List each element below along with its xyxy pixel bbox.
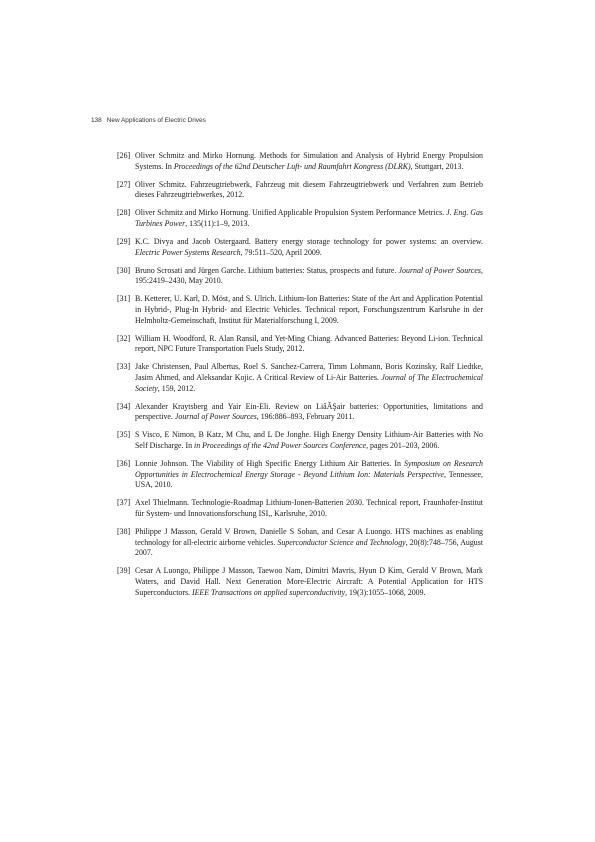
- reference-text: [135, 527, 483, 559]
- reference-list: [117, 151, 483, 606]
- reference-venue: Journal of The Electrochemical Society: [135, 373, 483, 393]
- reference-segment: William H. Woodford, R. Alan Ransil, and Yet-Ming Chiang. Advanced Batteries: Beyond Li-ion. Technical report, NPC Future Transportation Fuels Study, 2012.: [135, 333, 483, 354]
- reference-entry: [117, 459, 483, 491]
- reference-venue: in Proceedings of the 42nd Power Sources Conference: [194, 440, 367, 450]
- reference-text: [135, 208, 483, 229]
- reference-number: [30]: [117, 265, 131, 275]
- reference-entry: [117, 566, 483, 598]
- reference-number: [35]: [117, 430, 131, 440]
- reference-entry: [117, 430, 483, 451]
- reference-entry: [117, 334, 483, 355]
- reference-segment: Lonnie Johnson. The Viability of High Specific Energy Lithium Air Batteries. In: [135, 459, 405, 469]
- reference-entry: [117, 208, 483, 229]
- reference-segment: Oliver Schmitz and Mirko Hornung. Methods for Simulation and Analysis of Hybrid Energy Propulsion Systems. In: [135, 151, 483, 171]
- reference-venue: Electric Power Systems Research: [135, 247, 241, 257]
- reference-text: [135, 430, 483, 451]
- reference-text: [135, 362, 483, 394]
- reference-segment: , 79:511–520, April 2009.: [240, 247, 322, 257]
- reference-number: [37]: [117, 498, 131, 508]
- reference-number: [31]: [117, 294, 131, 304]
- reference-segment: Philippe J Masson, Gerald V Brown, Danielle S Soban, and Cesar A Luongo. HTS machines as enabling technology for all-electric airborne vehicles.: [135, 527, 483, 547]
- reference-segment: , Stuttgart, 2013.: [410, 161, 464, 171]
- reference-venue: Journal of Power Sources: [398, 265, 481, 275]
- reference-segment: , pages 201–203, 2006.: [366, 440, 440, 450]
- reference-number: [34]: [117, 401, 131, 411]
- reference-segment: Jake Christensen, Paul Albertus, Roel S. Sanchez-Carrera, Timm Lohmann, Boris Kozinsky, Ralf Liedtke, Jasim Ahmed, and Aleksandar Kojic. A Critical Review of Li-Air Batteries.: [135, 362, 483, 382]
- reference-entry: [117, 266, 483, 287]
- reference-entry: [117, 237, 483, 258]
- reference-segment: Oliver Schmitz. Fahrzeugtriebwerk, Fahrzeug mit diesem Fahrzeugtriebwerk und Verfahren zum Betrieb dieses Fahrzeugtriebwerkes, 2012.: [135, 179, 483, 200]
- reference-segment: , 195:2419–2430, May 2010.: [135, 265, 483, 286]
- reference-entry: [117, 527, 483, 559]
- reference-segment: , 196:886–893, February 2011.: [256, 412, 355, 422]
- reference-text: [135, 402, 483, 423]
- reference-entry: [117, 498, 483, 519]
- reference-venue: Symposium on Research Opportunities in Electrochemical Energy Storage - Beyond Lithium Ion: Materials Perspective: [135, 459, 483, 479]
- reference-number: [38]: [117, 527, 131, 537]
- reference-text: [135, 566, 483, 598]
- reference-number: [26]: [117, 151, 131, 160]
- reference-segment: B. Ketterer, U. Karl, D. Möst, and S. Ulrich. Lithium-Ion Batteries: State of the Art and Application Potential in Hybrid-, Plug-In Hybrid- and Electric Vehicles. Technical report, Forschungszentrum Karlsruhe in der Helmholtz-Gemeinschaft, Institut für Materialforschung I, 2009.: [135, 294, 483, 325]
- reference-entry: [117, 362, 483, 394]
- reference-text: [135, 334, 483, 355]
- reference-segment: , 19(3):1055–1068, 2009.: [345, 587, 426, 597]
- reference-text: [135, 294, 483, 326]
- reference-number: [39]: [117, 566, 131, 576]
- reference-text: [135, 237, 483, 258]
- reference-number: [33]: [117, 362, 131, 372]
- reference-number: [36]: [117, 459, 131, 469]
- reference-entry: [117, 180, 483, 201]
- reference-entry: [117, 402, 483, 423]
- running-header: [91, 117, 206, 124]
- reference-text: [135, 266, 483, 287]
- reference-number: [32]: [117, 333, 131, 343]
- reference-segment: , 159, 2012.: [157, 383, 196, 393]
- reference-number: [28]: [117, 208, 131, 218]
- page-number: 138: [91, 117, 102, 124]
- reference-segment: Axel Thielmann. Technologie-Roadmap Lithium-Ionen-Batterien 2030. Technical report, Fraunhofer-Institut für System- und Innovationsforschung ISI,, Karlsruhe, 2010.: [135, 498, 483, 518]
- reference-venue: Proceedings of the 62nd Deutscher Luft- und Raumfahrt Kongress (DLRK): [173, 161, 411, 171]
- reference-number: [29]: [117, 237, 131, 247]
- reference-segment: , 20(8):748–756, August 2007.: [135, 537, 484, 558]
- reference-segment: Bruno Scrosati and Jürgen Garche. Lithium batteries: Status, prospects and future.: [135, 265, 399, 275]
- reference-segment: K.C. Divya and Jacob Ostergaard. Battery energy storage technology for power systems: an overview.: [135, 237, 483, 247]
- reference-segment: , 135(11):1–9, 2013.: [185, 218, 250, 228]
- reference-segment: S Visco, E Nimon, B Katz, M Chu, and L De Jonghe. High Energy Density Lithium-Air Batteries with No Self Discharge. In: [135, 430, 483, 450]
- reference-venue: IEEE Transactions on applied superconductivity: [191, 587, 346, 597]
- reference-entry: [117, 294, 483, 326]
- reference-text: [135, 151, 483, 172]
- running-title: New Applications of Electric Drives: [106, 117, 206, 124]
- reference-text: [135, 498, 483, 519]
- reference-venue: Superconductor Science and Technology: [277, 537, 406, 547]
- reference-number: [27]: [117, 179, 131, 189]
- reference-segment: , Tennessee, USA, 2010.: [135, 469, 483, 490]
- reference-venue: Journal of Power Sources: [174, 412, 257, 422]
- reference-venue: J. Eng. Gas Turbines Power: [135, 208, 483, 228]
- reference-segment: Alexander Kraytsberg and Yair Ein-Eli. Review on LiâĂŞair batteries: Opportunities, limitations and perspective.: [135, 401, 483, 422]
- reference-entry: [117, 151, 483, 172]
- reference-text: [135, 180, 483, 201]
- reference-segment: Oliver Schmitz and Mirko Hornung. Unified Applicable Propulsion System Performance Metrics.: [135, 208, 447, 218]
- reference-text: [135, 459, 483, 491]
- reference-segment: Cesar A Luongo, Philippe J Masson, Taewoo Nam, Dimitri Mavris, Hyun D Kim, Gerald V Brown, Mark Waters, and David Hall. Next Generation More-Electric Aircraft: A Potential Application for HTS Superconductors.: [135, 566, 483, 597]
